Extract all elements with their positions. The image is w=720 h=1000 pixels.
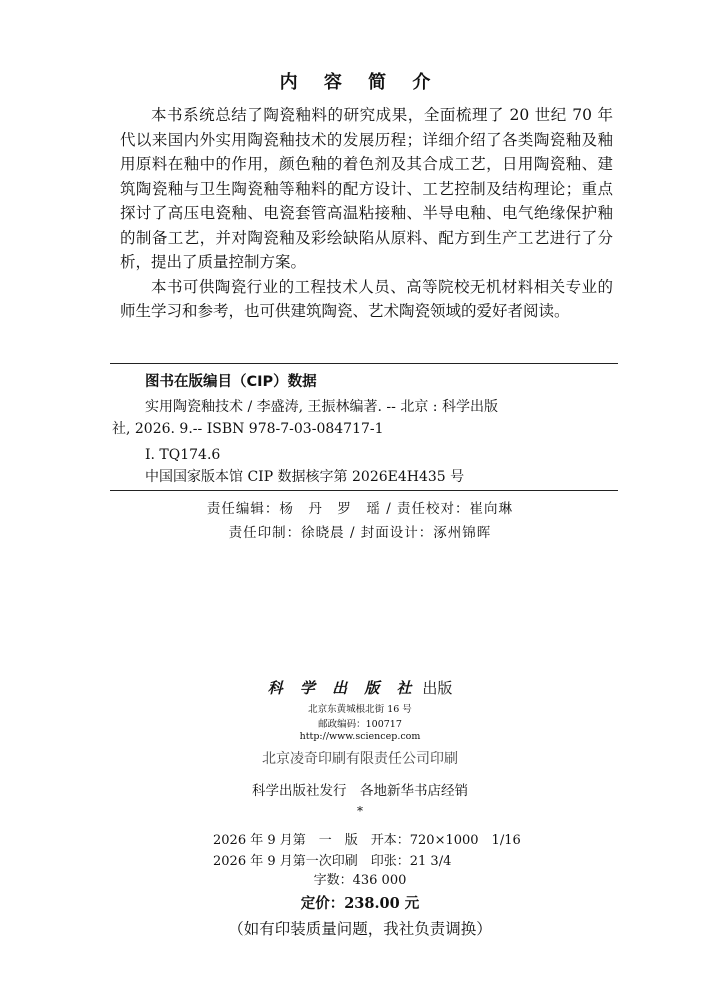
printer-line: 北京凌奇印刷有限责任公司印刷 xyxy=(262,751,458,767)
cip-line-4: 中国国家版本馆 CIP 数据核字第 2026E4H435 号 xyxy=(145,469,465,485)
distribution-line: 科学出版社发行 各地新华书店经销 xyxy=(252,783,468,799)
edition-line-2: 2026 年 9 月第一次印刷 印张：21 3/4 xyxy=(213,854,452,869)
cip-heading: 图书在版编目（CIP）数据 xyxy=(145,374,317,390)
cip-line-2: 社, 2026. 9.-- ISBN 978-7-03-084717-1 xyxy=(112,421,384,437)
summary-paragraph-1: 本书系统总结了陶瓷釉料的研究成果，全面梳理了 20 世纪 70 年代以来国内外实用陶瓷釉技术的发展历程；详细介绍了各类陶瓷釉及釉用原料在釉中的作用，颜色釉的着色剂及其合成工艺，日用陶瓷釉、建筑陶瓷釉与卫生陶瓷釉等釉料的配方设计、工艺控制及结构理论；重点探讨了高压电瓷釉、电瓷套管高温粘接釉、半导电釉、电气绝缘保护釉的制备工艺，并对陶瓷釉及彩绘缺陷从原料、配方到生产工艺进行了分析，提出了质量控制方案。 xyxy=(120,106,613,271)
summary-paragraph-2: 本书可供陶瓷行业的工程技术人员、高等院校无机材料相关专业的师生学习和参考，也可供建筑陶瓷、艺术陶瓷领域的爱好者阅读。 xyxy=(120,277,613,320)
quality-note: （如有印装质量问题，我社负责调换） xyxy=(228,920,492,938)
publisher-postcode: 邮政编码：100717 xyxy=(318,719,402,730)
edition-line-1: 2026 年 9 月第 一 版 开本：720×1000 1/16 xyxy=(213,833,521,848)
separator-star: * xyxy=(357,804,363,818)
cip-line-1: 实用陶瓷釉技术 / 李盛涛, 王振林编著. -- 北京 : 科学出版 xyxy=(145,399,498,415)
price: 定价：238.00 元 xyxy=(300,895,420,912)
content-summary xyxy=(120,103,613,324)
cip-top-rule xyxy=(110,363,618,364)
publisher-line xyxy=(0,677,720,698)
publisher-address: 北京东黄城根北街 16 号 xyxy=(308,704,412,715)
publisher-logo-name: 科 学 出 版 社 xyxy=(267,679,418,697)
publisher-url: http://www.sciencep.com xyxy=(299,731,421,742)
cip-bottom-rule xyxy=(110,490,618,491)
credits-line-1: 责任编辑：杨 丹 罗 瑶 / 责任校对：崔向琳 xyxy=(206,501,514,517)
publisher-suffix: 出版 xyxy=(422,679,453,697)
cip-record xyxy=(112,396,620,488)
cip-line-3: Ⅰ. TQ174.6 xyxy=(145,447,221,463)
credits-line-2: 责任印制：徐晓晨 / 封面设计：涿州锦晖 xyxy=(228,525,492,541)
word-count: 字数：436 000 xyxy=(313,873,407,888)
page-title: 内 容 简 介 xyxy=(279,72,441,93)
